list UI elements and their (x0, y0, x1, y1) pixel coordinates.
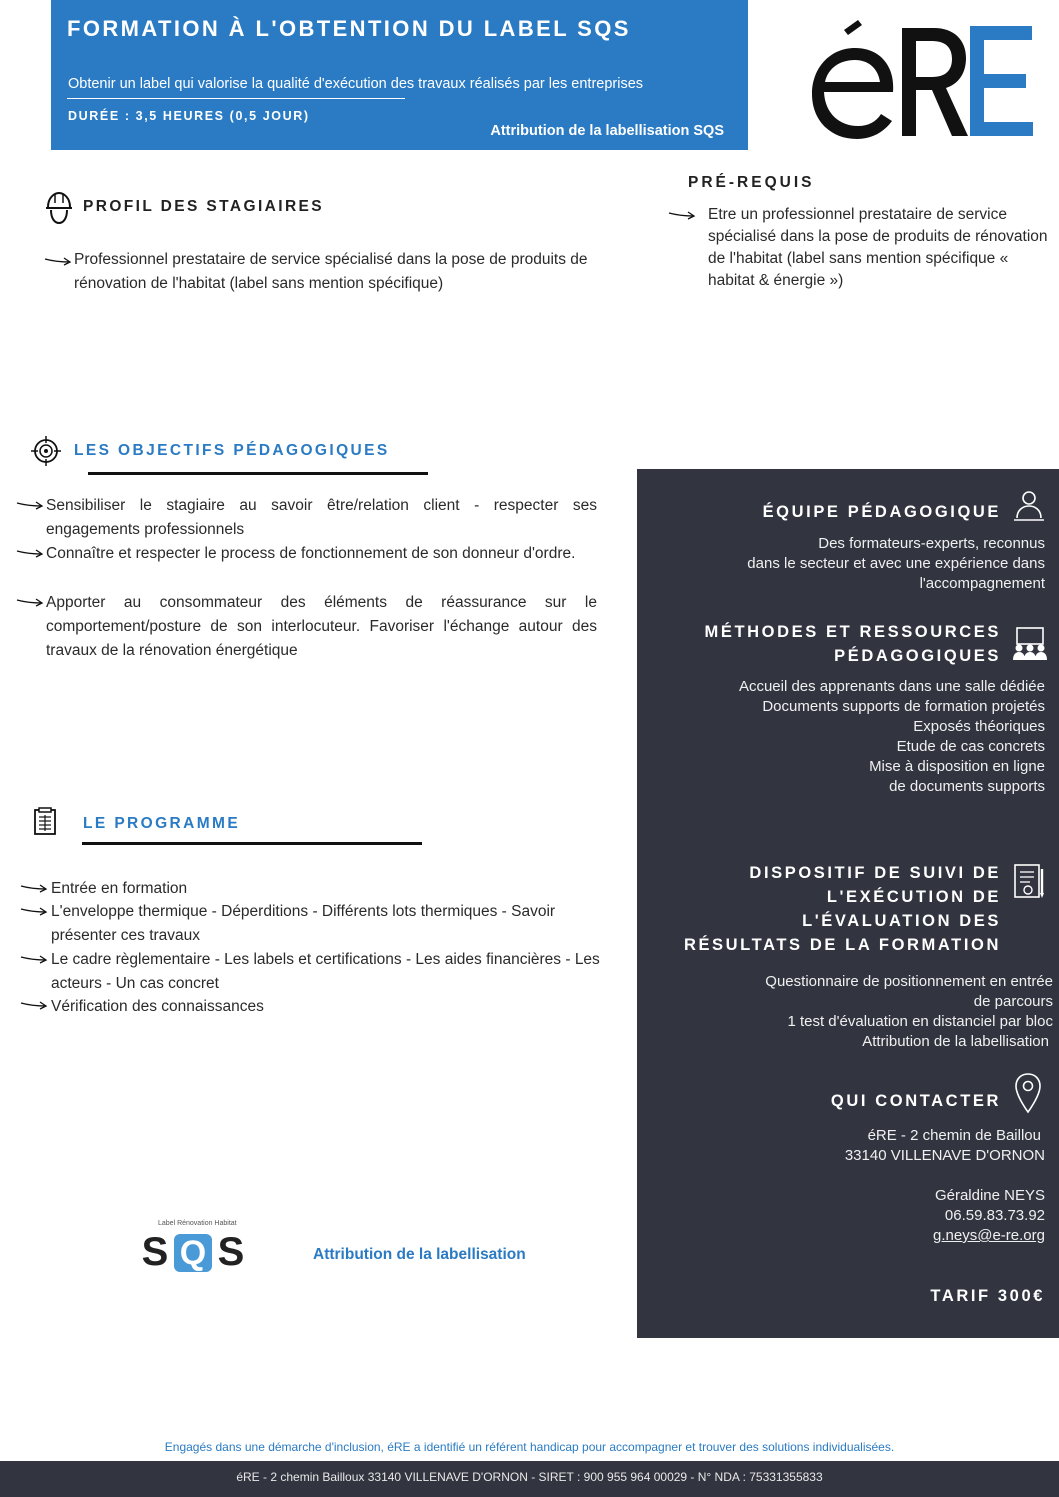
objectifs-heading: LES OBJECTIFS PÉDAGOGIQUES (74, 442, 390, 459)
person-icon (1013, 490, 1045, 524)
equipe-line: l'accompagnement (919, 575, 1045, 592)
contact-heading: QUI CONTACTER (830, 1092, 1001, 1110)
dispositif-line: de parcours (973, 993, 1053, 1010)
contact-name: Géraldine NEYS (934, 1187, 1045, 1204)
document-icon (34, 807, 58, 835)
programme-item: Vérification des connaissances (51, 998, 264, 1015)
profil-heading: PROFIL DES STAGIAIRES (83, 198, 325, 215)
inclusion-notice: Engagés dans une démarche d'inclusion, éRE a identifié un référent handicap pour accompagner et trouver des solutions individualisées. (164, 1440, 895, 1454)
sqs-letter: S (217, 1230, 245, 1274)
sqs-letter: Q (174, 1234, 212, 1272)
objectif-item: Apporter au consommateur des éléments de réassurance sur le comportement/posture de son interlocuteur. Favoriser l'échange autour des travaux de la rénovation énergétique (46, 594, 597, 659)
sqs-attribution: Attribution de la labellisation (313, 1246, 526, 1263)
programme-heading: LE PROGRAMME (83, 815, 241, 832)
methodes-line: Exposés théoriques (913, 718, 1045, 735)
methodes-line: Documents supports de formation projetés (762, 698, 1045, 715)
page-subtitle: Obtenir un label qui valorise la qualité d'exécution des travaux réalisés par les entreprises (68, 76, 644, 92)
arrow-icon (16, 597, 44, 607)
equipe-line: dans le secteur et avec une expérience dans (747, 555, 1045, 572)
tarif-label: TARIF 300€ (930, 1287, 1045, 1305)
dispositif-heading: RÉSULTATS DE LA FORMATION (683, 936, 1001, 954)
legal-footer: éRE - 2 chemin Bailloux 33140 VILLENAVE D'ORNON - SIRET : 900 955 964 00029 - N° NDA : 75331355833 (0, 1461, 1059, 1497)
equipe-line: Des formateurs-experts, reconnus (818, 535, 1045, 552)
arrow-icon (20, 1000, 48, 1010)
classroom-icon (1011, 626, 1049, 662)
dispositif-heading: DISPOSITIF DE SUIVI DE (749, 864, 1001, 882)
info-panel (637, 469, 1059, 1338)
methodes-line: de documents supports (889, 778, 1045, 795)
contact-email-link[interactable]: g.neys@e-re.org (933, 1227, 1045, 1244)
methodes-heading: PÉDAGOGIQUES (834, 647, 1001, 665)
programme-item: L'enveloppe thermique - Déperditions - Différents lots thermiques - Savoir présenter ces travaux (51, 903, 556, 944)
methodes-heading: MÉTHODES ET RESSOURCES (704, 623, 1001, 641)
objectif-item: Connaître et respecter le process de fonctionnement de son donneur d'ordre. (46, 545, 576, 562)
objectif-item: Sensibiliser le stagiaire au savoir être/relation client - respecter ses engagements professionnels (46, 497, 597, 538)
location-pin-icon (1013, 1072, 1043, 1114)
dispositif-line: Questionnaire de positionnement en entrée (765, 973, 1053, 990)
contact-phone: 06.59.83.73.92 (944, 1207, 1045, 1224)
arrow-icon (16, 500, 44, 510)
arrow-icon (20, 954, 48, 964)
methodes-line: Mise à disposition en ligne (869, 758, 1045, 775)
methodes-line: Etude de cas concrets (896, 738, 1045, 755)
prerequis-item: Etre un professionnel prestataire de service spécialisé dans la pose de produits de rénovation de l'habitat (label sans mention spécifique « habitat & énergie ») (708, 206, 1048, 289)
sqs-label-badge (138, 1220, 250, 1278)
prerequis-heading: PRÉ-REQUIS (688, 174, 815, 191)
programme-underline (82, 842, 422, 845)
contact-address-line: 33140 VILLENAVE D'ORNON (844, 1147, 1045, 1164)
arrow-icon (16, 548, 44, 558)
sqs-caption: Label Rénovation Habitat (158, 1220, 237, 1227)
certificate-icon (1011, 863, 1047, 901)
helmet-icon (44, 191, 74, 225)
arrow-icon (668, 210, 696, 220)
arrow-icon (20, 906, 48, 916)
dispositif-heading: L'EXÉCUTION DE (826, 888, 1001, 906)
header-banner (51, 0, 748, 150)
sqs-letter: S (141, 1230, 169, 1274)
page-title: FORMATION À L'OBTENTION DU LABEL SQS (67, 16, 631, 41)
header-attribution: Attribution de la labellisation SQS (490, 123, 724, 139)
contact-address-line: éRE - 2 chemin de Baillou (867, 1127, 1041, 1144)
programme-item: Entrée en formation (51, 880, 188, 897)
methodes-line: Accueil des apprenants dans une salle dédiée (738, 678, 1045, 695)
subtitle-underline (67, 98, 405, 99)
ere-logo (810, 18, 1036, 140)
target-icon (31, 436, 61, 466)
arrow-icon (20, 883, 48, 893)
dispositif-heading: L'ÉVALUATION DES (802, 912, 1001, 930)
objectifs-underline (88, 472, 428, 475)
dispositif-line: 1 test d'évaluation en distanciel par bloc (787, 1013, 1053, 1030)
arrow-icon (44, 256, 72, 266)
profil-item: Professionnel prestataire de service spécialisé dans la pose de produits de rénovation de l'habitat (label sans mention spécifique) (74, 251, 588, 292)
equipe-heading: ÉQUIPE PÉDAGOGIQUE (762, 503, 1001, 521)
programme-item: Le cadre règlementaire - Les labels et certifications - Les aides financières - Les acteurs - Un cas concret (51, 951, 600, 992)
duration-label: DURÉE : 3,5 HEURES (0,5 JOUR) (68, 109, 310, 123)
dispositif-line: Attribution de la labellisation (862, 1033, 1049, 1050)
